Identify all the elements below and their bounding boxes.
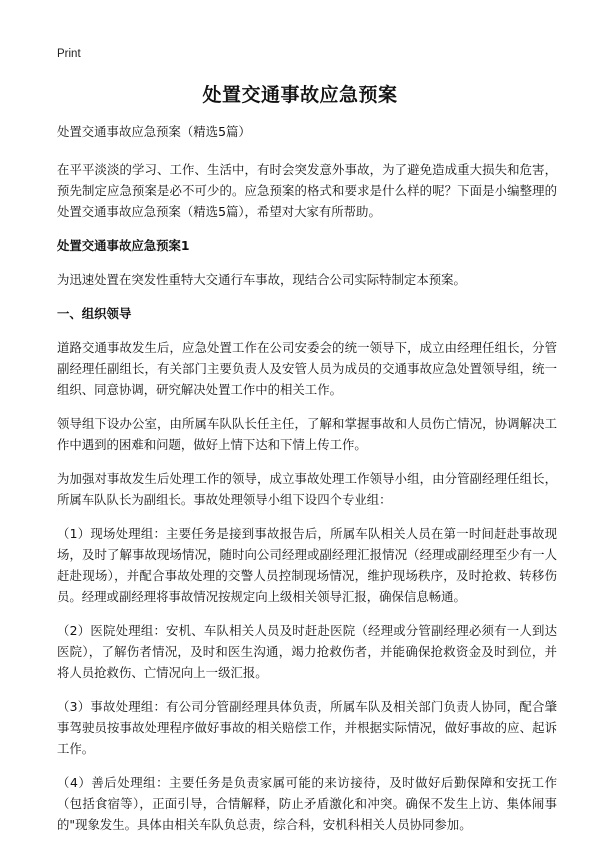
document-body xyxy=(57,121,557,848)
body-paragraph: 道路交通事故发生后，应急处置工作在公司安委会的统一领导下，成立由经理任组长，分管副经理任副组长，有关部门主要负责人及安管人员为成员的交通事故应急处置领导组，统一组织、同意协调，研究解决处置工作中的相关工作。 xyxy=(57,340,557,397)
print-link[interactable]: Print xyxy=(57,48,81,60)
document-subtitle: 处置交通事故应急预案（精选5篇） xyxy=(57,124,251,139)
section-heading-organization: 一、组织领导 xyxy=(57,306,132,321)
body-paragraph: 为加强对事故发生后处理工作的领导，成立事故处理工作领导小组，由分管副经理任组长，所属车队队长为副组长。事故处理领导小组下设四个专业组： xyxy=(57,471,557,507)
intro-paragraph: 在平平淡淡的学习、工作、生活中，有时会突发意外事故，为了避免造成重大损失和危害，预先制定应急预案是必不可少的。应急预案的格式和要求是什么样的呢？下面是小编整理的处置交通事故应急预案（精选5篇），希望对大家有所帮助。 xyxy=(57,162,557,219)
purpose-paragraph: 为迅速处置在突发性重特大交通行车事故，现结合公司实际特制定本预案。 xyxy=(57,272,466,287)
section-title: 处置交通事故应急预案1 xyxy=(57,238,190,253)
document-title: 处置交通事故应急预案 xyxy=(202,84,398,106)
body-paragraph: 领导组下设办公室，由所属车队队长任主任，了解和掌握事故和人员伤亡情况，协调解决工作中遇到的困难和问题，做好上情下达和下情上传工作。 xyxy=(57,416,557,452)
body-paragraph: （4）善后处理组：主要任务是负责家属可能的来访接待，及时做好后勤保障和安抚工作（包括食宿等），正面引导，合情解释，防止矛盾激化和冲突。确保不发生上访、集体闹事的"现象发生。具体由相关车队负总责，综合科，安机科相关人员协同参加。 xyxy=(57,775,557,832)
body-paragraph: （1）现场处理组：主要任务是接到事故报告后，所属车队相关人员在第一时间赶赴事故现场，及时了解事故现场情况，随时向公司经理或副经理汇报情况（经理或副经理至少有一人赶赴现场），并配合事故处理的交警人员控制现场情况，维护现场秩序，及时抢救、转移伤员。经理或副经理将事故情况按规定向上级相关领导汇报，确保信息畅通。 xyxy=(57,526,557,604)
body-paragraph: （3）事故处理组：有公司分管副经理具体负责，所属车队及相关部门负责人协同，配合肇事驾驶员按事故处理程序做好事故的相关赔偿工作，并根据实际情况，做好事故的应、起诉工作。 xyxy=(57,699,557,756)
body-paragraph: （2）医院处理组：安机、车队相关人员及时赶赴医院（经理或分管副经理必须有一人到达医院），了解伤者情况，及时和医生沟通，竭力抢救伤者，并能确保抢救资金及时到位，并将人员抢救伤、亡情况向上一级汇报。 xyxy=(57,623,557,680)
